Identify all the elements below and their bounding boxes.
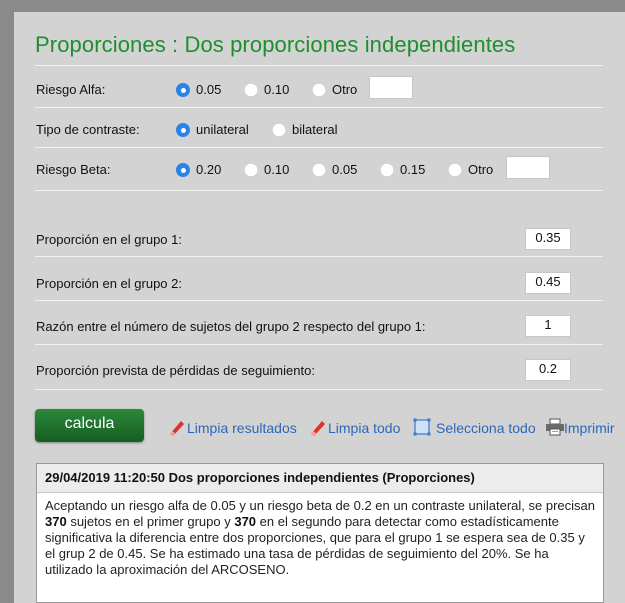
group1-proportion-input[interactable]: 0.35	[525, 228, 571, 250]
contrast-radio-bilateral[interactable]	[272, 123, 286, 137]
result-text	[37, 493, 603, 578]
clear-all-link[interactable]: Limpia todo	[328, 420, 401, 436]
beta-other-input[interactable]	[506, 156, 550, 179]
result-box	[36, 463, 604, 603]
group2-proportion-input[interactable]: 0.45	[525, 272, 571, 294]
divider	[35, 65, 603, 66]
result-text-part: Aceptando un riesgo alfa de 0.05 y un riesgo beta de 0.2 en un contraste unilateral, se precisan	[45, 498, 595, 513]
select-all-link[interactable]: Selecciona todo	[436, 420, 536, 436]
beta-radio-020[interactable]	[176, 163, 190, 177]
result-text-part: en el segundo para detectar como estadísticamente significativa la diferencia entre dos proporciones, que para el grupo 1 se espera sea de 0.35 y el grup 2 de 0.45. Se ha estimado una tasa de pérdidas de seguimiento del 20%. Se ha utilizado la aproximación del ARCOSENO.	[45, 514, 585, 577]
group1-proportion-label: Proporción en el grupo 1:	[36, 232, 182, 247]
divider	[35, 107, 603, 108]
print-link[interactable]: Imprimir	[564, 420, 615, 436]
page-title: Proporciones : Dos proporciones independientes	[35, 32, 516, 57]
beta-option-005[interactable]: 0.05	[332, 162, 358, 177]
beta-radio-015[interactable]	[380, 163, 394, 177]
group2-proportion-label: Proporción en el grupo 2:	[36, 276, 182, 291]
contrast-radio-unilateral[interactable]	[176, 123, 190, 137]
beta-option-010[interactable]: 0.10	[264, 162, 290, 177]
divider	[35, 190, 603, 191]
result-text-part: sujetos en el primer grupo y	[66, 514, 235, 529]
loss-proportion-input[interactable]: 0.2	[525, 359, 571, 381]
contrast-label: Tipo de contraste:	[36, 122, 140, 137]
beta-radio-005[interactable]	[312, 163, 326, 177]
beta-label: Riesgo Beta:	[36, 162, 111, 177]
divider	[35, 256, 603, 257]
result-header: 29/04/2019 11:20:50 Dos proporciones independientes (Proporciones)	[37, 464, 603, 493]
alpha-radio-otro[interactable]	[312, 83, 326, 97]
printer-icon[interactable]	[545, 418, 565, 436]
alpha-label: Riesgo Alfa:	[36, 82, 106, 97]
eraser-icon[interactable]	[167, 417, 187, 437]
contrast-option-bilateral[interactable]: bilateral	[292, 122, 338, 137]
alpha-option-005[interactable]: 0.05	[196, 82, 222, 97]
eraser-icon[interactable]	[308, 417, 328, 437]
ratio-input[interactable]: 1	[525, 315, 571, 337]
clear-results-link[interactable]: Limpia resultados	[187, 420, 297, 436]
alpha-radio-005[interactable]	[176, 83, 190, 97]
divider	[35, 389, 603, 390]
alpha-other-input[interactable]	[369, 76, 413, 99]
beta-option-020[interactable]: 0.20	[196, 162, 222, 177]
beta-option-015[interactable]: 0.15	[400, 162, 426, 177]
divider	[35, 147, 603, 148]
ratio-label: Razón entre el número de sujetos del grupo 2 respecto del grupo 1:	[36, 319, 426, 334]
result-group1-size: 370	[45, 514, 67, 529]
loss-proportion-label: Proporción prevista de pérdidas de seguimiento:	[36, 363, 315, 378]
divider	[35, 300, 603, 301]
contrast-option-unilateral[interactable]: unilateral	[196, 122, 249, 137]
alpha-radio-010[interactable]	[244, 83, 258, 97]
calculate-button[interactable]: calcula	[35, 409, 144, 442]
alpha-option-010[interactable]: 0.10	[264, 82, 290, 97]
main-panel	[14, 12, 625, 603]
result-group2-size: 370	[234, 514, 257, 529]
alpha-option-otro[interactable]: Otro	[332, 82, 358, 97]
select-all-icon[interactable]	[413, 418, 431, 436]
beta-option-otro[interactable]: Otro	[468, 162, 494, 177]
beta-radio-010[interactable]	[244, 163, 258, 177]
beta-radio-otro[interactable]	[448, 163, 462, 177]
divider	[35, 344, 603, 345]
